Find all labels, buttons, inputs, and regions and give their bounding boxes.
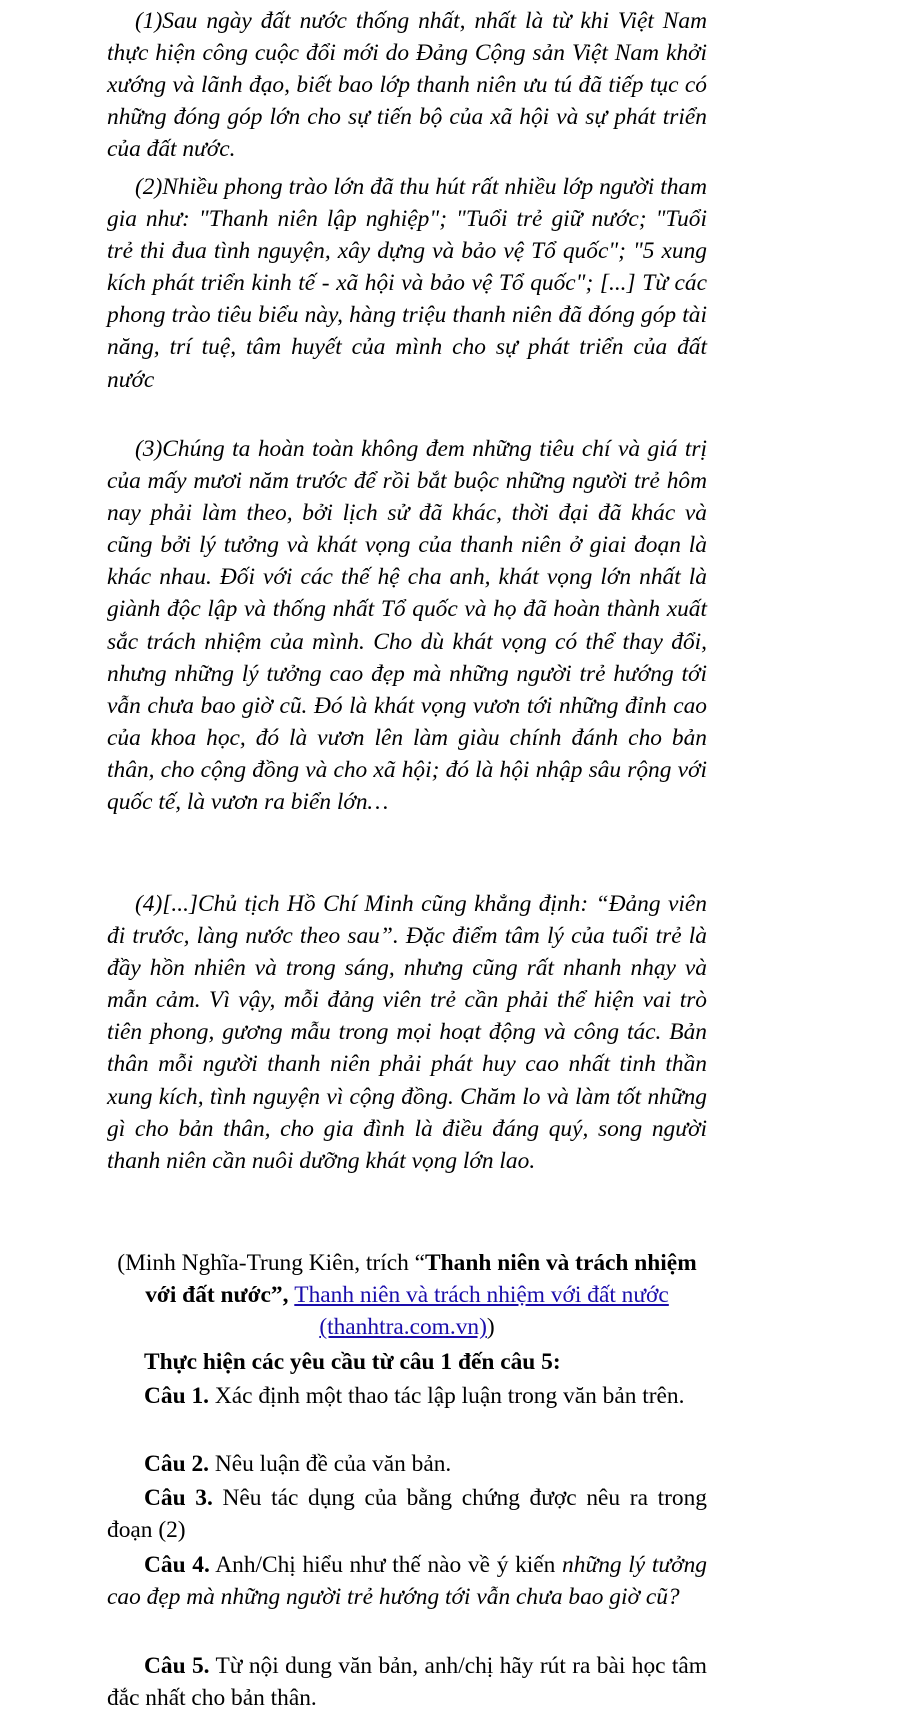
question-label: Câu 3. — [144, 1485, 213, 1511]
question-label: Câu 1. — [144, 1383, 209, 1409]
source-open: (Minh Nghĩa-Trung Kiên, trích “ — [117, 1250, 426, 1276]
source-end: ) — [486, 1314, 495, 1341]
source-citation — [107, 1247, 707, 1343]
passage-paragraph-1: (1)Sau ngày đất nước thống nhất, nhất là từ khi Việt Nam thực hiện công cuộc đổi mới do Đảng Cộng sản Việt Nam khởi xướng và lãnh đạo, biết bao lớp thanh niên ưu tú đã tiếp tục có những đóng góp lớn cho sự tiến bộ của xã hội và sự phát triển của đất nước. — [107, 8, 707, 163]
question-4 — [107, 1549, 707, 1613]
question-3 — [107, 1482, 707, 1546]
source-close-quote: ”, — [270, 1282, 295, 1309]
question-text: Xác định một thao tác lập luận trong văn bản trên. — [209, 1383, 685, 1409]
question-text: Nêu tác dụng của bằng chứng được nêu ra trong đoạn (2) — [107, 1485, 707, 1544]
question-label: Câu 2. — [144, 1451, 209, 1477]
source-link[interactable]: Thanh niên và trách nhiệm với đất nước (thanhtra.com.vn) — [294, 1282, 669, 1341]
question-quote: những lý tưởng cao đẹp mà những người trẻ hướng tới vẫn chưa bao giờ cũ? — [107, 1552, 707, 1611]
source-title: Thanh niên và trách nhiệm với đất nước — [145, 1250, 697, 1309]
question-2 — [107, 1448, 707, 1480]
question-label: Câu 5. — [144, 1653, 210, 1679]
question-text: Nêu luận đề của văn bản. — [209, 1451, 452, 1477]
instructions-heading: Thực hiện các yêu cầu từ câu 1 đến câu 5: — [144, 1349, 561, 1375]
question-text: Từ nội dung văn bản, anh/chị hãy rút ra bài học tâm đắc nhất cho bản thân. — [107, 1653, 707, 1712]
passage-paragraph-2: (2)Nhiều phong trào lớn đã thu hút rất nhiều lớp người tham gia như: "Thanh niên lập nghiệp"; "Tuổi trẻ giữ nước; "Tuổi trẻ thi đua tình nguyện, xây dựng và bảo vệ Tổ quốc"; "5 xung kích phát triển kinh tế - xã hội và bảo vệ Tổ quốc"; [...] Từ các phong trào tiêu biểu này, hàng triệu thanh niên đã đóng góp tài năng, trí tuệ, tâm huyết của mình cho sự phát triển của đất nước — [107, 174, 707, 393]
question-5 — [107, 1650, 707, 1714]
question-label: Câu 4. — [144, 1552, 210, 1578]
passage-paragraph-3: (3)Chúng ta hoàn toàn không đem những tiêu chí và giá trị của mấy mươi năm trước để rồi bắt buộc những người trẻ hôm nay phải làm theo, bởi lịch sử đã khác, thời đại đã khác và cũng bởi lý tưởng và khát vọng của thanh niên ở giai đoạn là khác nhau. Đối với các thế hệ cha anh, khát vọng lớn nhất là giành độc lập và thống nhất Tổ quốc và họ đã hoàn thành xuất sắc trách nhiệm của mình. Cho dù khát vọng có thể thay đổi, nhưng những lý tưởng cao đẹp mà những người trẻ hướng tới vẫn chưa bao giờ cũ. Đó là khát vọng vươn tới những đỉnh cao của khoa học, đó là vươn lên làm giàu chính đánh cho bản thân, cho cộng đồng và cho xã hội; đó là hội nhập sâu rộng với quốc tế, là vươn ra biển lớn… — [107, 436, 707, 816]
passage-paragraph-4: (4)[...]Chủ tịch Hồ Chí Minh cũng khẳng định: “Đảng viên đi trước, làng nước theo sau”. Đặc điểm tâm lý của tuổi trẻ là đầy hồn nhiên và trong sáng, nhưng cũng rất nhanh nhạy và mẫn cảm. Vì vậy, mỗi đảng viên trẻ cần phải thể hiện vai trò tiên phong, gương mẫu trong mọi hoạt động và công tác. Bản thân mỗi người thanh niên phải phát huy cao nhất tinh thần xung kích, tình nguyện vì cộng đồng. Chăm lo và làm tốt những gì cho bản thân, cho gia đình là điều đáng quý, song người thanh niên cần nuôi dưỡng khát vọng lớn lao. — [107, 891, 707, 1174]
question-text: Anh/Chị hiểu như thế nào về ý kiến — [209, 1552, 563, 1578]
question-1 — [107, 1380, 707, 1412]
